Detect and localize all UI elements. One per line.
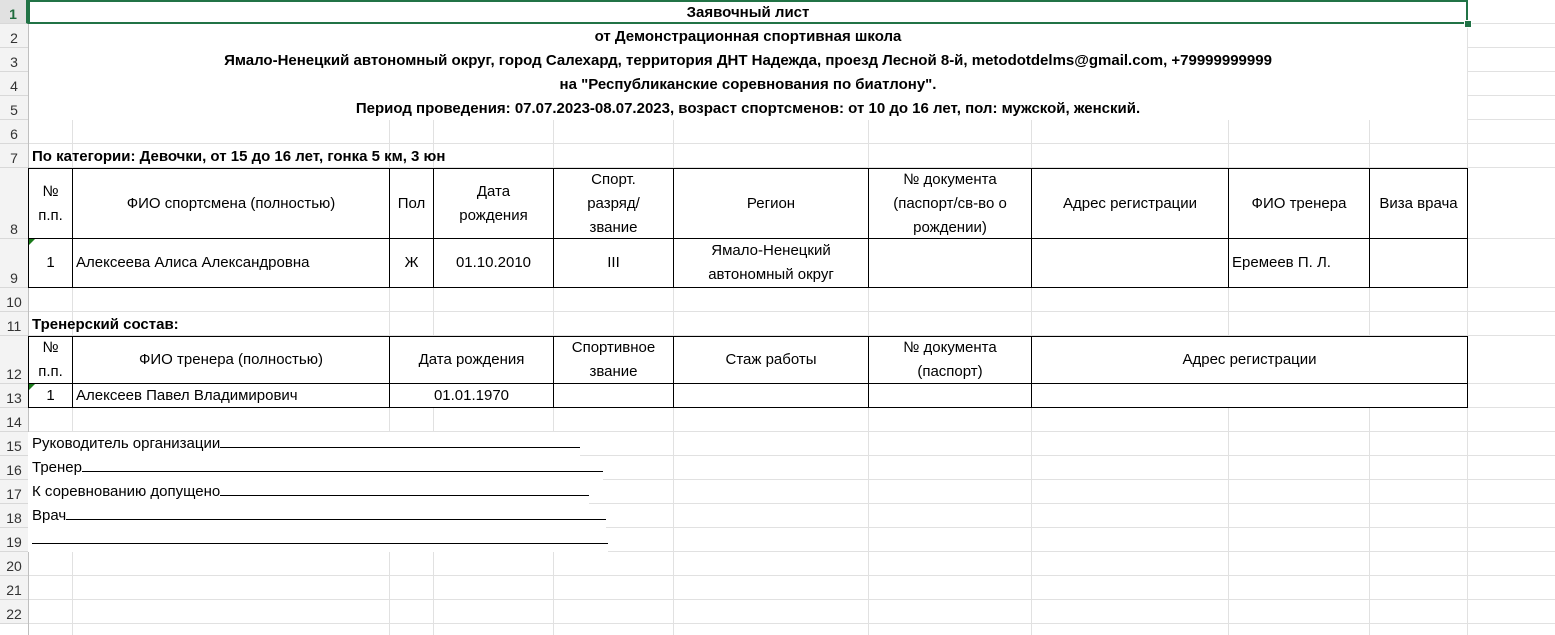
competition-name[interactable]: на "Республиканские соревнования по биатлону". <box>29 73 1467 96</box>
category-label[interactable]: По категории: Девочки, от 15 до 16 лет, гонка 5 км, 3 юн <box>32 147 446 165</box>
row-header-4[interactable]: 4 <box>0 72 28 96</box>
coaches-header-exp[interactable]: Стаж работы <box>673 336 869 384</box>
signature-admitted-label: К соревнованию допущено <box>32 483 221 500</box>
error-indicator-icon <box>29 384 35 390</box>
row-header-13[interactable]: 13 <box>0 384 28 408</box>
athlete-row-doc[interactable] <box>868 238 1032 288</box>
signature-admitted-line <box>220 480 589 496</box>
row-header-5[interactable]: 5 <box>0 96 28 120</box>
row-gridline <box>28 599 1555 600</box>
athletes-header-coach[interactable]: ФИО тренера <box>1228 168 1370 239</box>
row-gridline <box>28 311 1555 312</box>
signature-coach-label: Тренер <box>32 459 82 476</box>
coaches-header-address[interactable]: Адрес регистрации <box>1031 336 1468 384</box>
coaches-label[interactable]: Тренерский состав: <box>32 315 179 333</box>
coach-row-doc[interactable] <box>868 383 1032 408</box>
row-header-2[interactable]: 2 <box>0 24 28 48</box>
row-header-3[interactable]: 3 <box>0 48 28 72</box>
athlete-row-rank[interactable]: III <box>553 238 674 288</box>
athlete-row-visa[interactable] <box>1369 238 1468 288</box>
signature-doctor-line <box>66 504 606 520</box>
coaches-header-birth[interactable]: Дата рождения <box>389 336 554 384</box>
school-address[interactable]: Ямало-Ненецкий автономный округ, город Салехард, территория ДНТ Надежда, проезд Лесной 8-й, metodotdelms@gmail.com, +79999999999 <box>29 49 1467 72</box>
row-gridline <box>28 623 1555 624</box>
coaches-header-num[interactable]: № п.п. <box>28 336 73 384</box>
coach-row-rank[interactable] <box>553 383 674 408</box>
athlete-row-region[interactable]: Ямало-Ненецкий автономный округ <box>673 238 869 288</box>
row-header-19[interactable]: 19 <box>0 528 28 552</box>
athlete-row-coach[interactable]: Еремеев П. Л. <box>1228 238 1370 288</box>
athletes-header-region[interactable]: Регион <box>673 168 869 239</box>
selected-cell-outline <box>28 0 1468 24</box>
athlete-row-address[interactable] <box>1031 238 1229 288</box>
coach-row-num[interactable]: 1 <box>28 383 73 408</box>
coach-row-address[interactable] <box>1031 383 1468 408</box>
athletes-header-num[interactable]: № п.п. <box>28 168 73 239</box>
athlete-row-sex[interactable]: Ж <box>389 238 434 288</box>
signature-head-line <box>220 432 580 448</box>
signature-doctor-label: Врач <box>32 507 67 524</box>
row-header-22[interactable]: 22 <box>0 600 28 624</box>
coaches-header-fio[interactable]: ФИО тренера (полностью) <box>72 336 390 384</box>
row-header-18[interactable]: 18 <box>0 504 28 528</box>
competition-period[interactable]: Период проведения: 07.07.2023-08.07.2023, возраст спортсменов: от 10 до 16 лет, пол: мужской, женский. <box>29 97 1467 120</box>
row-header-16[interactable]: 16 <box>0 456 28 480</box>
row-header-7[interactable]: 7 <box>0 144 28 168</box>
fill-handle[interactable] <box>1464 20 1472 28</box>
athletes-header-birth[interactable]: Дата рождения <box>433 168 554 239</box>
row-header-8[interactable]: 8 <box>0 168 28 239</box>
row-header-10[interactable]: 10 <box>0 288 28 312</box>
row-header-11[interactable]: 11 <box>0 312 28 336</box>
row-gridline <box>28 575 1555 576</box>
row-header-6[interactable]: 6 <box>0 120 28 144</box>
signature-admitted[interactable] <box>28 480 589 504</box>
school-name[interactable]: от Демонстрационная спортивная школа <box>29 25 1467 48</box>
sheet-title[interactable]: Заявочный лист <box>29 1 1467 24</box>
signature-blank[interactable] <box>28 528 608 552</box>
athlete-row-fio[interactable]: Алексеева Алиса Александровна <box>72 238 390 288</box>
row-header-20[interactable]: 20 <box>0 552 28 576</box>
error-indicator-icon <box>29 239 35 245</box>
athletes-header-fio[interactable]: ФИО спортсмена (полностью) <box>72 168 390 239</box>
coaches-header-doc[interactable]: № документа (паспорт) <box>868 336 1032 384</box>
row-header-15[interactable]: 15 <box>0 432 28 456</box>
column-gridline <box>1467 0 1468 635</box>
coach-row-exp[interactable] <box>673 383 869 408</box>
row-header-21[interactable]: 21 <box>0 576 28 600</box>
signature-doctor[interactable] <box>28 504 606 528</box>
row-header-12[interactable]: 12 <box>0 336 28 384</box>
row-header-9[interactable]: 9 <box>0 239 28 288</box>
coaches-header-rank[interactable]: Спортивное звание <box>553 336 674 384</box>
athletes-header-doc[interactable]: № документа (паспорт/св-во о рождении) <box>868 168 1032 239</box>
athletes-header-sex[interactable]: Пол <box>389 168 434 239</box>
coach-row-birth[interactable]: 01.01.1970 <box>389 383 554 408</box>
row-header-17[interactable]: 17 <box>0 480 28 504</box>
coach-row-fio[interactable]: Алексеев Павел Владимирович <box>72 383 390 408</box>
athlete-row-birth[interactable]: 01.10.2010 <box>433 238 554 288</box>
signature-coach[interactable] <box>28 456 603 480</box>
row-gridline <box>28 143 1555 144</box>
athlete-row-num[interactable]: 1 <box>28 238 73 288</box>
athletes-header-rank[interactable]: Спорт. разряд/ звание <box>553 168 674 239</box>
signature-head-label: Руководитель организации <box>32 435 221 452</box>
signature-head[interactable] <box>28 432 580 456</box>
athletes-header-visa[interactable]: Виза врача <box>1369 168 1468 239</box>
row-header-1[interactable]: 1 <box>0 0 28 24</box>
row-header-14[interactable]: 14 <box>0 408 28 432</box>
signature-coach-line <box>82 456 603 472</box>
signature-blank-line <box>32 528 608 544</box>
athletes-header-address[interactable]: Адрес регистрации <box>1031 168 1229 239</box>
